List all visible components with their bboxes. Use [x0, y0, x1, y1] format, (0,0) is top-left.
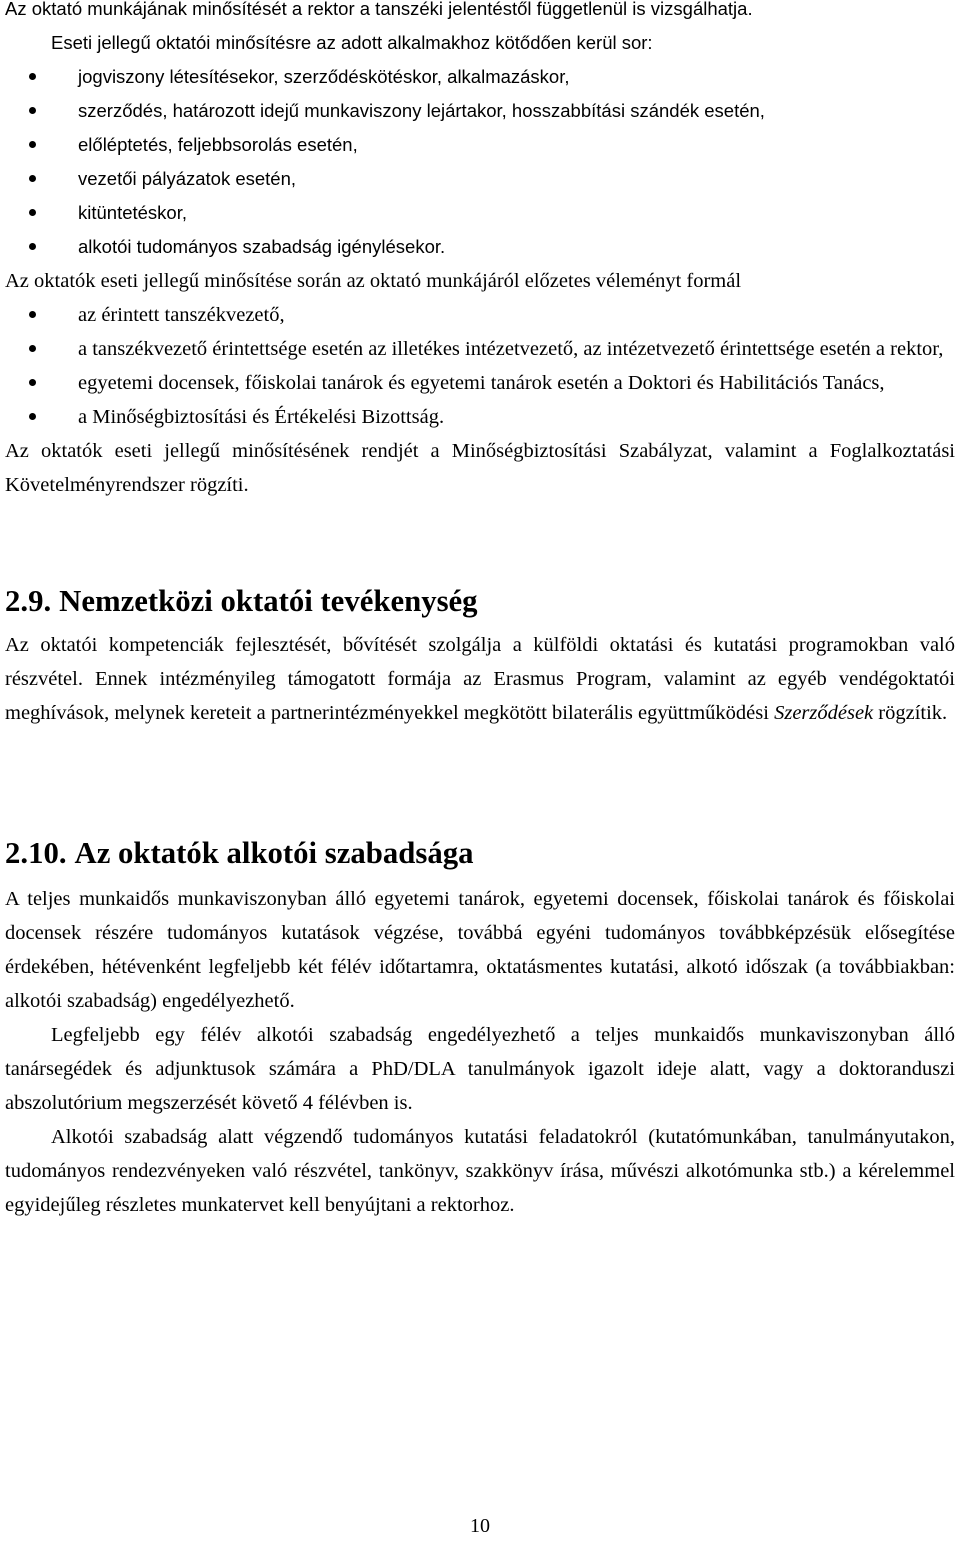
contracts-term: Szerződések [774, 702, 874, 724]
document-page [5, 0, 955, 1222]
section-2-10-paragraph-2: Legfeljebb egy félév alkotói szabadság engedélyezhető a teljes munkaidős munkaviszonyban álló tanársegédek és adjunktusok számára a PhD/DLA tanulmányok igazolt ideje alatt, vagy a doktoranduszi abszolutórium megszerzését követő 4 félévben is. [5, 1024, 955, 1114]
section-number: 2.9. [5, 584, 52, 618]
bullet-icon [29, 175, 36, 182]
list-item: egyetemi docensek, főiskolai tanárok és egyetemi tanárok esetén a Doktori és Habilitációs Tanács, [5, 366, 955, 400]
list-item: szerződés, határozott idejű munkaviszony lejártakor, hosszabbítási szándék esetén, [5, 94, 955, 128]
list-item: jogviszony létesítésekor, szerződéskötéskor, alkalmazáskor, [5, 60, 955, 94]
list-item: előléptetés, feljebbsorolás esetén, [5, 128, 955, 162]
bullet-icon [29, 209, 36, 216]
evaluators-list [5, 298, 955, 434]
intro-paragraph-2: Eseti jellegű oktatói minősítésre az adott alkalmakhoz kötődően kerül sor: [51, 32, 653, 53]
section-title: Nemzetközi oktatói tevékenység [59, 584, 478, 618]
section-heading-2-10 [5, 836, 955, 870]
list-item: a tanszékvezető érintettsége esetén az illetékes intézetvezető, az intézetvezető érintettsége esetén a rektor, [5, 332, 955, 366]
intro-paragraph-4: Az oktatók eseti jellegű minősítésének rendjét a Minőségbiztosítási Szabályzat, valamint a Foglalkoztatási Követelményrendszer rögzíti. [5, 440, 955, 496]
section-heading-2-9 [5, 584, 955, 618]
bullet-icon [29, 311, 36, 318]
section-title: Az oktatók alkotói szabadsága [74, 836, 474, 870]
section-2-10-paragraph-3: Alkotói szabadság alatt végzendő tudományos kutatási feladatokról (kutatómunkában, tanulmányutakon, tudományos rendezvényeken való részvétel, tankönyv, szakkönyv írása, művészi alkotómunka stb.) a kérelemmel egyidejűleg részletes munkatervet kell benyújtani a rektorhoz. [5, 1126, 955, 1216]
page-number: 10 [470, 1515, 490, 1537]
bullet-icon [29, 243, 36, 250]
list-item: az érintett tanszékvezető, [5, 298, 955, 332]
section-number: 2.10. [5, 836, 67, 870]
list-item: alkotói tudományos szabadság igénylésekor. [5, 230, 955, 264]
bullet-icon [29, 413, 36, 420]
bullet-icon [29, 141, 36, 148]
list-item: vezetői pályázatok esetén, [5, 162, 955, 196]
list-item: a Minőségbiztosítási és Értékelési Bizottság. [5, 400, 955, 434]
list-item: kitüntetéskor, [5, 196, 955, 230]
bullet-icon [29, 379, 36, 386]
intro-paragraph-1: Az oktató munkájának minősítését a rektor a tanszéki jelentéstől függetlenül is vizsgálhatja. [5, 0, 753, 19]
occasions-list [5, 60, 955, 264]
bullet-icon [29, 345, 36, 352]
bullet-icon [29, 107, 36, 114]
section-2-10-paragraph-1: A teljes munkaidős munkaviszonyban álló egyetemi tanárok, egyetemi docensek, főiskolai tanárok és főiskolai docensek részére tudományos kutatások végzése, továbbá egyéni tudományos továbbképzésük elősegítése érdekében, hétévenként legfeljebb két félév időtartamra, oktatásmentes kutatási, alkotó időszak (a továbbiakban: alkotói szabadság) engedélyezhető. [5, 888, 955, 1012]
bullet-icon [29, 73, 36, 80]
intro-paragraph-3: Az oktatók eseti jellegű minősítése során az oktató munkájáról előzetes véleményt formál [5, 270, 742, 292]
section-2-9-body: Az oktatói kompetenciák fejlesztését, bővítését szolgálja a külföldi oktatási és kutatási programokban való részvétel. Ennek intézményileg támogatott formája az Erasmus Program, valamint az egyéb vendégoktatói meghívások, melynek kereteit a partnerintézményekkel megkötött bilaterális együttműködési Szerződések rögzítik. [5, 634, 955, 724]
